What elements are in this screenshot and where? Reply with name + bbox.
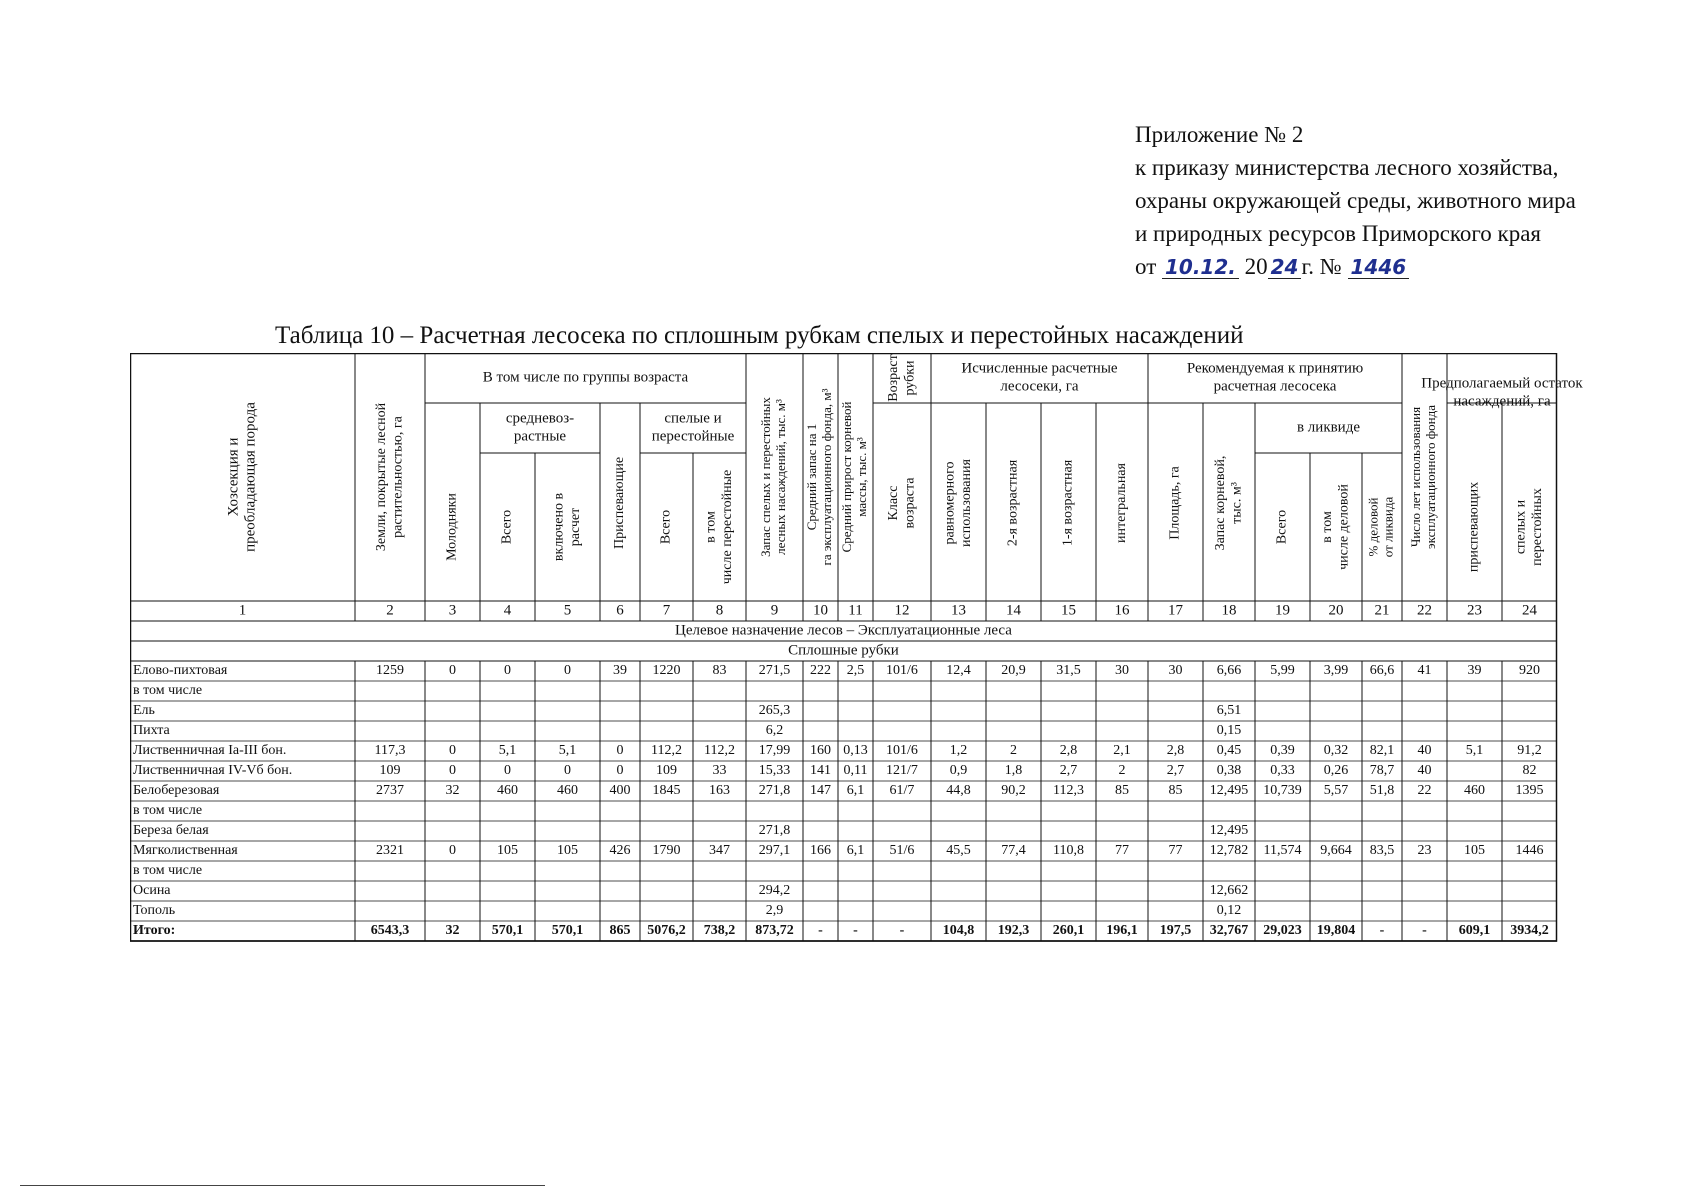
table-cell: 271,8	[758, 823, 791, 839]
table-cell: 2,1	[1113, 743, 1131, 759]
row-label: Итого:	[133, 923, 176, 939]
header-col-23	[1467, 482, 1482, 572]
table-cell: 1,2	[949, 743, 968, 759]
header-mature: спелые и	[664, 410, 722, 427]
column-number: 24	[1522, 602, 1537, 619]
table-cell: 6,1	[846, 843, 865, 859]
table-cell: 109	[379, 763, 401, 779]
table-cell: 33	[712, 763, 727, 779]
table-title: Таблица 10 – Расчетная лесосека по сплошным рубкам спелых и перестойных насаждений	[275, 322, 1244, 349]
header-col-16	[1114, 462, 1129, 542]
table-cell: 30	[1115, 663, 1129, 679]
table-cell: 460	[497, 783, 518, 799]
table-cell: 78,7	[1369, 763, 1395, 779]
table-cell: 77,4	[1001, 843, 1026, 859]
column-number: 22	[1417, 602, 1432, 619]
appendix-line-3: охраны окружающей среды, животного мира	[1135, 188, 1576, 213]
table-cell: -	[899, 923, 905, 939]
table-cell: 294,2	[758, 883, 791, 899]
appendix-block	[1135, 118, 1576, 283]
header-col-13	[943, 458, 974, 546]
bottom-divider	[20, 1185, 545, 1186]
table-cell: 271,8	[758, 783, 791, 799]
header-middle-aged: растные	[513, 428, 567, 445]
table-cell: 105	[557, 843, 578, 859]
table-cell: 9,664	[1320, 843, 1352, 859]
header-col-21	[1366, 497, 1396, 558]
column-number: 6	[616, 602, 624, 619]
header-col-15	[1061, 459, 1076, 546]
table-cell: 112,2	[704, 743, 735, 759]
column-number: 12	[894, 602, 910, 619]
row-label: Ель	[133, 703, 155, 719]
table-cell: 0	[449, 743, 456, 759]
table-cell: 101/6	[886, 743, 918, 759]
table-cell: 2737	[376, 783, 404, 799]
header-col-20	[1320, 484, 1351, 570]
column-number: 10	[813, 602, 828, 619]
column-number: 13	[951, 602, 966, 619]
table-cell: 23	[1417, 843, 1432, 859]
table-cell: 12,4	[946, 663, 971, 679]
header-text: Приспевающие	[612, 456, 628, 550]
header-text: преобладающая порода	[242, 402, 259, 552]
appendix-line-1: Приложение № 2	[1135, 122, 1304, 147]
header-col-3	[445, 493, 460, 561]
header-calc-cutting: лесосеки, га	[1000, 378, 1079, 395]
table-cell: 32	[445, 783, 460, 799]
header-text: Всего	[1274, 509, 1290, 545]
table-cell: 121/7	[886, 763, 918, 779]
table-cell: 77	[1168, 843, 1183, 859]
table-cell: 5,99	[1270, 663, 1295, 679]
header-text: Средний запас на 1	[804, 423, 820, 531]
header-text: % деловой	[1365, 497, 1381, 557]
table-cell: 3,99	[1323, 663, 1349, 679]
table-cell: 0,38	[1216, 763, 1242, 779]
column-number: 9	[770, 602, 779, 619]
table-cell: 41	[1417, 663, 1432, 679]
table-cell: 2,5	[846, 663, 865, 679]
header-text: перестойных	[1529, 488, 1545, 566]
table-cell: 2,7	[1166, 763, 1185, 779]
table-cell: 19,804	[1316, 923, 1356, 939]
header-col-18	[1213, 456, 1244, 551]
row-label: Береза белая	[133, 823, 209, 839]
header-col-22	[1408, 405, 1438, 549]
table-cell: 1,8	[1004, 763, 1023, 779]
header-mature: перестойные	[651, 428, 735, 445]
table-cell: 570,1	[491, 923, 524, 939]
column-number: 23	[1467, 602, 1482, 619]
table-cell: 0,39	[1270, 743, 1295, 759]
header-text: 2-я возрастная	[1005, 459, 1021, 547]
column-number: 16	[1114, 602, 1130, 619]
section-title: Целевое назначение лесов – Эксплуатационные леса	[675, 622, 1012, 639]
table-cell: 0,15	[1216, 723, 1242, 739]
table-cell: 265,3	[758, 703, 791, 719]
table-cell: 12,495	[1209, 783, 1249, 799]
header-col-12	[886, 477, 917, 529]
header-text: числе деловой	[1336, 484, 1352, 570]
table-cell: 1259	[376, 663, 404, 679]
table-cell: 400	[609, 783, 631, 799]
table-cell: 30	[1168, 663, 1183, 679]
table-cell: 222	[810, 663, 831, 679]
table-cell: -	[818, 923, 823, 939]
table-cell: 112,2	[651, 743, 682, 759]
table-cell: 83	[712, 663, 727, 679]
row-label: Лиственничная IV-Vб бон.	[133, 763, 293, 779]
header-text: включено в	[551, 492, 567, 562]
table-cell: 0	[564, 763, 571, 779]
header-col-4	[500, 510, 515, 544]
header-text: Запас корневой,	[1213, 455, 1229, 551]
table-cell: 570,1	[551, 923, 584, 939]
column-number: 15	[1061, 602, 1076, 619]
table-cell: 2,8	[1059, 743, 1078, 759]
column-number: 1	[238, 602, 247, 619]
table-cell: 12,782	[1209, 843, 1249, 859]
header-col-17	[1168, 465, 1183, 539]
table-cell: 0	[616, 763, 624, 779]
table-grid	[130, 353, 1635, 1008]
table-cell: 22	[1417, 783, 1432, 799]
table-cell: 85	[1168, 783, 1183, 799]
table-cell: -	[1422, 923, 1427, 939]
header-text: га эксплуатационного фонда, м³	[818, 388, 834, 566]
header-text: Возраст	[886, 354, 902, 402]
header-calc-cutting: Исчисленные расчетные	[961, 360, 1118, 377]
header-text: возраста	[902, 477, 918, 529]
table-cell: 0	[616, 743, 624, 759]
table-cell: 347	[709, 843, 730, 859]
table-cell: 6,2	[765, 723, 784, 739]
column-number: 11	[848, 602, 863, 619]
table-cell: 0,32	[1323, 743, 1349, 759]
table-cell: 117,3	[374, 743, 406, 759]
table-cell: 31,5	[1056, 663, 1081, 679]
table-cell: 460	[1464, 783, 1485, 799]
table-cell: 0,26	[1323, 763, 1349, 779]
appendix-line-4: и природных ресурсов Приморского края	[1135, 221, 1541, 246]
table-cell: 873,72	[755, 923, 794, 939]
column-number: 7	[662, 602, 671, 619]
table-cell: 66,6	[1369, 663, 1395, 679]
header-col-8	[704, 470, 735, 584]
header-text: Всего	[658, 509, 674, 545]
column-number: 18	[1221, 602, 1237, 619]
table-cell: 865	[609, 923, 631, 939]
header-text: Запас спелых и перестойных	[758, 397, 774, 557]
header-text: числе перестойные	[719, 469, 735, 585]
column-number: 19	[1275, 602, 1290, 619]
table-cell: 2321	[376, 843, 404, 859]
table-cell: 32	[445, 923, 460, 939]
table-cell: 1845	[652, 783, 681, 799]
table-cell: 77	[1115, 843, 1129, 859]
row-label: Елово-пихтовая	[133, 663, 228, 679]
table-cell: -	[853, 923, 858, 939]
header-col-7	[659, 510, 674, 544]
table-cell: 2,9	[765, 903, 784, 919]
header-text: в том	[703, 511, 719, 543]
table-cell: 192,3	[997, 923, 1030, 939]
table-cell: 83,5	[1369, 843, 1395, 859]
row-label: в том числе	[133, 683, 203, 699]
table-cell: 112,3	[1053, 783, 1084, 799]
header-text: Молодняки	[444, 493, 460, 561]
date-prefix: от	[1135, 254, 1157, 279]
table-cell: 2,8	[1166, 743, 1185, 759]
table-cell: 5,1	[1465, 743, 1484, 759]
handwritten-year: 24	[1268, 256, 1302, 279]
table-cell: 32,767	[1209, 923, 1249, 939]
table-cell: 3934,2	[1510, 923, 1549, 939]
row-label: Тополь	[133, 903, 176, 919]
date-year-end: г. №	[1301, 254, 1342, 279]
header-text: равномерного	[942, 461, 958, 545]
row-label: Пихта	[133, 723, 170, 739]
header-text: Хозсекция и	[225, 437, 242, 517]
table-cell: 609,1	[1458, 923, 1491, 939]
header-col-11	[839, 402, 869, 553]
header-recommended: Рекомендуемая к принятию	[1186, 360, 1364, 377]
table-cell: 0,12	[1216, 903, 1242, 919]
header-text: интегральная	[1114, 463, 1130, 543]
table-cell: 197,5	[1159, 923, 1192, 939]
header-text: Класс	[886, 485, 902, 521]
table-cell: 196,1	[1106, 923, 1138, 939]
handwritten-order-number: 1446	[1348, 256, 1410, 279]
header-text: Площадь, га	[1167, 466, 1183, 540]
table-cell: 0	[564, 663, 571, 679]
row-label: Мягколиственная	[133, 843, 238, 859]
table-cell: 20,9	[1001, 663, 1026, 679]
header-cutting-age	[886, 354, 917, 401]
table-cell: 40	[1417, 763, 1432, 779]
table-cell: 0	[449, 663, 456, 679]
row-label: в том числе	[133, 803, 203, 819]
table-cell: -	[1379, 923, 1385, 939]
column-number: 2	[386, 602, 394, 619]
table-cell: 920	[1519, 663, 1540, 679]
header-col-10	[804, 388, 834, 565]
column-number: 3	[448, 602, 457, 619]
table-cell: 39	[1467, 663, 1482, 679]
table-cell: 51,8	[1369, 783, 1395, 799]
column-number: 14	[1006, 602, 1021, 619]
header-liquid: в ликвиде	[1296, 419, 1361, 436]
appendix-line-2: к приказу министерства лесного хозяйства,	[1135, 155, 1559, 180]
table-cell: 5,57	[1323, 783, 1349, 799]
table-cell: 10,739	[1263, 783, 1302, 799]
header-col-6	[612, 457, 627, 549]
header-col-2	[374, 402, 405, 551]
header-text: 1-я возрастная	[1060, 459, 1076, 547]
row-label: в том числе	[133, 863, 203, 879]
table-cell: 0	[449, 843, 456, 859]
table-cell: 6543,3	[370, 923, 410, 939]
header-text: приспевающих	[1466, 481, 1482, 573]
table-cell: 271,5	[758, 663, 791, 679]
table-cell: 147	[810, 783, 831, 799]
header-col-5	[552, 493, 583, 562]
header-text: тыс. м³	[1229, 482, 1245, 524]
header-text: массы, тыс. м³	[853, 437, 869, 517]
header-text: Земли, покрытые лесной	[374, 402, 390, 552]
table-cell: 166	[810, 843, 831, 859]
header-text: Число лет использования	[1408, 406, 1424, 548]
header-text: Всего	[499, 509, 515, 545]
header-col-14	[1006, 459, 1021, 546]
table-cell: 460	[557, 783, 578, 799]
table-cell: 12,495	[1209, 823, 1249, 839]
header-col-9	[758, 397, 788, 557]
table-cell: 44,8	[946, 783, 971, 799]
header-col-24	[1514, 488, 1545, 566]
header-recommended: расчетная лесосека	[1213, 378, 1337, 395]
table-cell: 0	[504, 663, 511, 679]
header-text: эксплуатационного фонда	[1422, 404, 1438, 550]
header-age-groups: В том числе по группы возраста	[482, 369, 689, 386]
table-cell: 0,33	[1270, 763, 1295, 779]
table-cell: 0	[449, 763, 456, 779]
header-middle-aged: средневоз-	[505, 410, 575, 427]
header-col-19	[1275, 510, 1290, 544]
table-cell: 160	[810, 743, 831, 759]
header-text: рубки	[902, 360, 918, 396]
table-cell: 2	[1010, 743, 1017, 759]
table-cell: 17,99	[758, 743, 791, 759]
header-text: расчет	[567, 507, 583, 547]
column-number: 20	[1328, 602, 1344, 619]
header-remainder: Предполагаемый остаток	[1421, 375, 1583, 392]
table-cell: 0,45	[1216, 743, 1242, 759]
table-cell: 12,662	[1209, 883, 1249, 899]
table-cell: 5,1	[498, 743, 517, 759]
table-cell: 6,51	[1216, 703, 1242, 719]
table-cell: 163	[709, 783, 730, 799]
column-number: 21	[1374, 602, 1390, 619]
table-cell: 90,2	[1001, 783, 1026, 799]
table-cell: 40	[1417, 743, 1432, 759]
table-cell: 1446	[1515, 843, 1544, 859]
table-cell: 105	[1464, 843, 1485, 859]
table-cell: 101/6	[886, 663, 918, 679]
table-cell: 738,2	[703, 923, 736, 939]
table-cell: 109	[656, 763, 677, 779]
table-cell: 82	[1522, 763, 1537, 779]
table-cell: 0,9	[949, 763, 968, 779]
table-cell: 297,1	[758, 843, 791, 859]
table-cell: 82,1	[1369, 743, 1395, 759]
header-text: в том	[1320, 511, 1336, 543]
table-cell: 141	[810, 763, 831, 779]
table-cell: 0	[504, 763, 511, 779]
column-number: 5	[563, 602, 572, 619]
column-number: 8	[715, 602, 724, 619]
header-remainder: насаждений, га	[1453, 393, 1551, 410]
table-cell: 0,13	[843, 743, 868, 759]
table-cell: 1395	[1515, 783, 1544, 799]
table-cell: 11,574	[1263, 843, 1302, 859]
table-cell: 105	[497, 843, 518, 859]
table-cell: 6,66	[1216, 663, 1242, 679]
table-cell: 2,7	[1059, 763, 1078, 779]
row-label: Осина	[133, 883, 171, 899]
header-text: лесных насаждений, тыс. м³	[772, 399, 788, 555]
table-cell: 426	[609, 843, 631, 859]
header-col-1	[225, 402, 258, 552]
date-year-prefix: 20	[1244, 254, 1268, 279]
cutting-table	[130, 353, 1635, 1008]
table-cell: 5076,2	[647, 923, 686, 939]
header-text: Средний прирост корневой	[839, 401, 855, 553]
table-cell: 91,2	[1517, 743, 1542, 759]
table-cell: 29,023	[1263, 923, 1302, 939]
table-cell: 15,33	[758, 763, 791, 779]
table-cell: 2	[1118, 763, 1126, 779]
header-text: от ликвида	[1380, 496, 1396, 558]
subsection-title: Сплошные рубки	[788, 642, 899, 659]
table-cell: 104,8	[942, 923, 975, 939]
table-cell: 5,1	[558, 743, 577, 759]
table-cell: 260,1	[1052, 923, 1085, 939]
header-text: спелых и	[1513, 499, 1529, 555]
table-cell: 85	[1115, 783, 1129, 799]
table-cell: 1220	[652, 663, 681, 679]
column-number: 4	[503, 602, 512, 619]
handwritten-date: 10.12.	[1162, 256, 1239, 279]
table-cell: 0,11	[843, 763, 868, 779]
table-cell: 6,1	[846, 783, 865, 799]
row-label: Белоберезовая	[133, 783, 220, 799]
table-cell: 110,8	[1053, 843, 1084, 859]
table-cell: 1790	[652, 843, 681, 859]
column-number: 17	[1168, 602, 1183, 619]
header-text: использования	[958, 459, 974, 547]
header-text: растительностью, га	[390, 416, 406, 538]
appendix-date-line	[1135, 250, 1576, 283]
table-cell: 51/6	[889, 843, 915, 859]
table-cell: 61/7	[889, 783, 915, 799]
table-cell: 45,5	[946, 843, 971, 859]
row-label: Лиственничная Ia-III бон.	[133, 743, 287, 759]
table-cell: 39	[613, 663, 627, 679]
